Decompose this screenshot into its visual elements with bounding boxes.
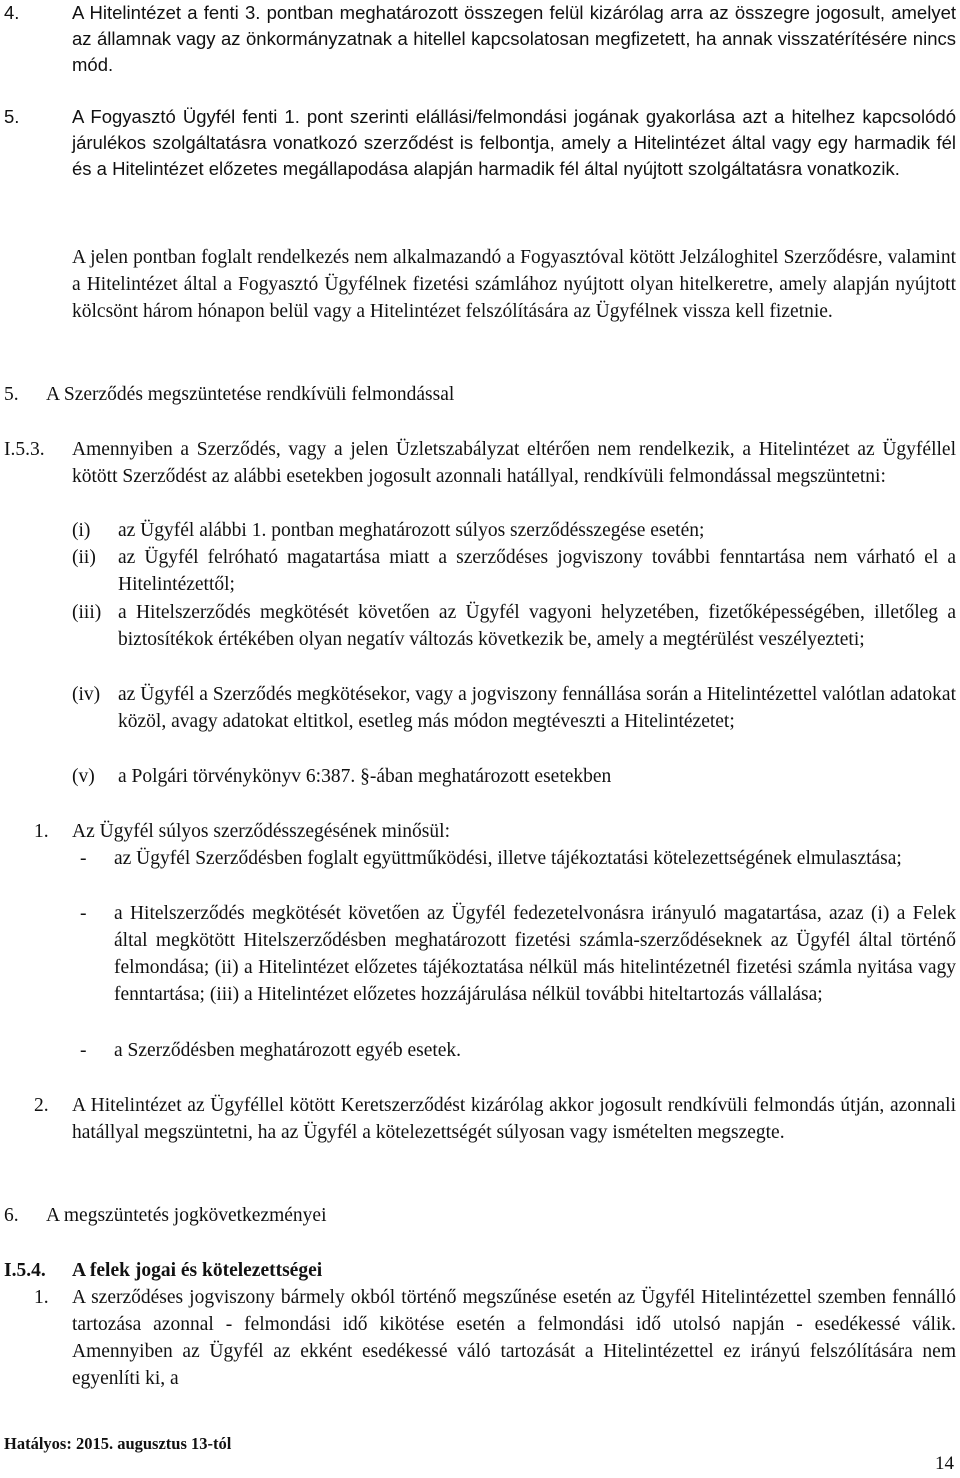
- item-5-number: 5.: [4, 106, 20, 127]
- dash-marker: -: [80, 848, 87, 869]
- case-label: (i): [72, 520, 91, 541]
- dash-item: a Szerződésben meghatározott egyéb esetek.: [114, 1040, 462, 1061]
- clause-i54-title: A felek jogai és kötelezettségei: [72, 1260, 323, 1281]
- case-text: a Hitelszerződés megkötését követően az Ügyfél vagyoni helyzetében, fizetőképességében, illetőleg a biztosítékok értékében olyan negatív változás következik be, amely a megtérülést veszélyezteti;: [118, 602, 956, 650]
- case-label: (v): [72, 766, 95, 787]
- dash-marker: -: [80, 1040, 87, 1061]
- point-2-text: A Hitelintézet az Ügyféllel kötött Keretszerződést kizárólag akkor jogosult rendkívüli felmondás útján, azonnali hatállyal megszüntetni, ha az Ügyfél a kötelezettségét súlyosan vagy ismételten megszegte.: [72, 1095, 956, 1143]
- page-number: 14: [935, 1453, 954, 1474]
- point-2-number: 2.: [34, 1095, 49, 1116]
- case-label: (iv): [72, 684, 101, 705]
- clause-i54-number: I.5.4.: [4, 1260, 46, 1281]
- case-label: (iii): [72, 602, 102, 623]
- dash-item: a Hitelszerződés megkötését követően az Ügyfél fedezetelvonásra irányuló magatartása, azaz (i) a Felek által megkötött Hitelszerződésben meghatározott fizetési számla-szerződéseknek az Ügyfél által történő felmondása; (ii) a Hitelintézet előzetes tájékoztatása nélkül más hitelintézetnél fizetési számla nyitása vagy fenntartása; (iii) a Hitelintézet előzetes hozzájárulása nélkül további hiteltartozás vállalása;: [114, 903, 956, 1005]
- case-text: a Polgári törvénykönyv 6:387. §-ában meghatározott esetekben: [118, 766, 612, 787]
- clause-i53-text: Amennyiben a Szerződés, vagy a jelen Üzletszabályzat eltérően nem rendelkezik, a Hitelintézet az Ügyféllel kötött Szerződést az alábbi esetekben jogosult azonnali hatállyal, rendkívüli felmondással megszüntetni:: [72, 439, 956, 487]
- effective-date-footer: Hatályos: 2015. augusztus 13-tól: [4, 1434, 232, 1453]
- case-text: az Ügyfél alábbi 1. pontban meghatározott súlyos szerződésszegése esetén;: [118, 520, 705, 541]
- case-label: (ii): [72, 547, 96, 568]
- section-5-title: A Szerződés megszüntetése rendkívüli felmondással: [46, 384, 455, 405]
- clause-i53-number: I.5.3.: [4, 439, 45, 460]
- paragraph-exception: A jelen pontban foglalt rendelkezés nem alkalmazandó a Fogyasztóval kötött Jelzáloghitel Szerződésre, valamint a Hitelintézet által a Fogyasztó Ügyfélnek fizetési számlához nyújtott olyan hitelkeretre, amely alapján nyújtott kölcsönt három hónapon belül vagy a Hitelintézet felszólítására az Ügyfélnek vissza kell fizetnie.: [72, 247, 956, 322]
- case-text: az Ügyfél felróható magatartása miatt a szerződéses jogviszony további fenntartása nem várható el a Hitelintézettől;: [118, 547, 956, 595]
- item-4-number: 4.: [4, 2, 20, 23]
- dash-item: az Ügyfél Szerződésben foglalt együttműködési, illetve tájékoztatási kötelezettségének elmulasztása;: [114, 848, 902, 869]
- item-5-text: A Fogyasztó Ügyfél fenti 1. pont szerinti elállási/felmondási jogának gyakorlása azt a hitelhez kapcsolódó járulékos szolgáltatásra vonatkozó szerződést is felbontja, amely a Hitelintézet által vagy egy harmadik fél és a Hitelintézet előzetes megállapodása alapján harmadik fél által nyújtott szolgáltatásra vonatkozik.: [72, 106, 956, 179]
- section-5-number: 5.: [4, 384, 19, 405]
- point-1-text: Az Ügyfél súlyos szerződésszegésének minősül:: [72, 821, 450, 842]
- point-1-number: 1.: [34, 821, 49, 842]
- section-6-number: 6.: [4, 1205, 19, 1226]
- case-text: az Ügyfél a Szerződés megkötésekor, vagy a jogviszony fennállása során a Hitelintézettel valótlan adatokat közöl, avagy adatokat eltitkol, esetleg más módon megtéveszti a Hitelintézetet;: [118, 684, 956, 732]
- section-6-title: A megszüntetés jogkövetkezményei: [46, 1205, 327, 1226]
- item-4-text: A Hitelintézet a fenti 3. pontban meghatározott összegen felül kizárólag arra az összegre jogosult, amelyet az államnak vagy az önkormányzatnak a hitellel kapcsolatosan megfizetett, ha annak visszatérítésére nincs mód.: [72, 2, 956, 75]
- dash-marker: -: [80, 903, 87, 924]
- clause-i54-item-text: A szerződéses jogviszony bármely okból történő megszűnése esetén az Ügyfél Hitelintézettel szemben fennálló tartozása azonnal - felmondási idő kikötése esetén a felmondási idő utolsó napján - esedékessé válik. Amennyiben az Ügyfél az ekként esedékessé váló tartozását a Hitelintézettel ez irányú felszólítására nem egyenlíti ki, a: [72, 1287, 956, 1389]
- clause-i54-item-number: 1.: [34, 1287, 49, 1308]
